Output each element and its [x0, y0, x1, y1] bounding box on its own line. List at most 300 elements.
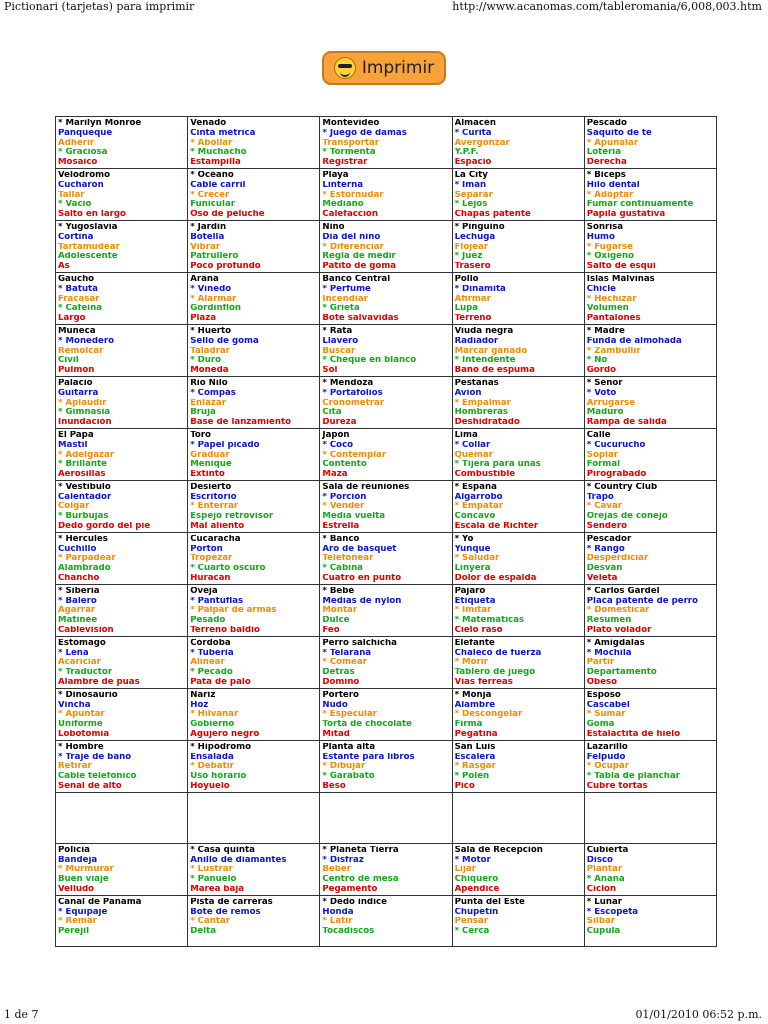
card: [452, 740, 584, 792]
card-word: * Juez: [454, 252, 483, 262]
card-word: Calentador: [58, 492, 112, 502]
card-word: Tropezar: [190, 554, 233, 564]
card-word: Orejas de conejo: [586, 512, 668, 522]
card-word: Bote salvavidas: [322, 314, 399, 324]
card-word: Contento: [322, 460, 367, 470]
card-row: [56, 688, 717, 740]
card: [320, 117, 452, 169]
card-word: Poco profundo: [190, 262, 261, 272]
card-word: Pirograbado: [586, 470, 647, 480]
card-word: Panqueque: [58, 128, 113, 138]
card: [584, 428, 716, 480]
card-word: Cable carril: [190, 180, 246, 190]
card-word: * Banco: [322, 534, 360, 544]
card-word: * Vacío: [58, 200, 92, 210]
page-number: 1 de 7: [4, 1008, 39, 1021]
card-word: Avergonzar: [454, 138, 510, 148]
card-word: Cablevisión: [58, 626, 114, 636]
card-word: Inundación: [58, 418, 112, 428]
card-row: [56, 480, 717, 532]
card: [320, 220, 452, 272]
card-word: Yunque: [454, 544, 491, 554]
card: [56, 895, 188, 946]
card-word: * Morir: [454, 658, 488, 668]
card-word: * Lustrar: [190, 865, 233, 875]
page-title: Pictionari (tarjetas) para imprimir: [4, 0, 195, 13]
card-word: Regla de medir: [322, 252, 396, 262]
card: [56, 532, 188, 584]
card-word: Escalera: [454, 752, 496, 762]
card-row: [56, 895, 717, 946]
card-word: Pollo: [454, 274, 479, 284]
card-word: Lotería: [586, 148, 622, 158]
card-row: [56, 843, 717, 895]
card-word: Lima: [454, 430, 478, 440]
card-word: Apéndice: [454, 884, 500, 894]
card-word: Salto en largo: [58, 210, 126, 220]
card-word: Media vuelta: [322, 512, 386, 522]
card-word: Sendero: [586, 522, 628, 532]
card-word: * Oxígeno: [586, 252, 635, 262]
card-word: Lijar: [454, 865, 476, 875]
card-word: * Diferenciar: [322, 242, 384, 252]
card-word: Chancho: [58, 574, 100, 584]
card-word: Perro salchicha: [322, 638, 397, 648]
card-word: Avión: [454, 388, 482, 398]
card-word: Desierto: [190, 482, 232, 492]
card-word: Tallar: [58, 190, 85, 200]
card-word: Velludo: [58, 884, 95, 894]
card-word: Separar: [454, 190, 493, 200]
card: [452, 792, 584, 843]
card-word: * Hipódromo: [190, 742, 252, 752]
card-word: * Adelgazar: [58, 450, 115, 460]
card-word: * Cuarto oscuro: [190, 564, 266, 574]
card-word: Huracán: [190, 574, 231, 584]
card: [56, 324, 188, 376]
card-word: Trasero: [454, 262, 491, 272]
card-word: * Pantuflas: [190, 596, 244, 606]
card-word: Remolcar: [58, 346, 104, 356]
card-word: Buen viaje: [58, 875, 109, 885]
card-word: El Papa: [58, 430, 94, 440]
card-word: Placa patente de perro: [586, 596, 698, 606]
card-word: * Debatir: [190, 762, 234, 772]
card-row: [56, 324, 717, 376]
card-word: Sello de goma: [190, 336, 259, 346]
card-word: Derecha: [586, 158, 627, 168]
card-word: * Murmurar: [58, 865, 114, 875]
card: [188, 117, 320, 169]
card-word: * Remar: [58, 917, 97, 927]
card-word: * Cabina: [322, 564, 363, 574]
card-row: [56, 740, 717, 792]
card-word: Gordo: [586, 366, 617, 376]
card: [320, 168, 452, 220]
card-word: Afirmar: [454, 294, 491, 304]
card-word: Oso de peluche: [190, 210, 265, 220]
card-row: [56, 376, 717, 428]
card-word: Montevideo: [322, 119, 380, 128]
card-word: Estante para libros: [322, 752, 415, 762]
card-word: Quemar: [454, 450, 493, 460]
card-word: Córdoba: [190, 638, 231, 648]
card-word: * Fugarse: [586, 242, 633, 252]
card-word: Oveja: [190, 586, 218, 596]
card: [56, 480, 188, 532]
card-word: Dominó: [322, 678, 360, 688]
card: [320, 895, 452, 946]
card-word: * Portafolios: [322, 388, 383, 398]
card: [584, 220, 716, 272]
card-word: Desván: [586, 564, 623, 574]
card-word: * Alarmar: [190, 294, 237, 304]
card: [188, 220, 320, 272]
card-word: * Viñedo: [190, 284, 232, 294]
card-word: Cuchillo: [58, 544, 97, 554]
card-word: Baño de espuma: [454, 366, 535, 376]
card-word: Alambre de púas: [58, 678, 140, 688]
card-word: * Pañuelo: [190, 875, 237, 885]
card-word: * Parpadear: [58, 554, 116, 564]
card-word: * Empalmar: [454, 398, 511, 408]
card: [188, 843, 320, 895]
card-word: * Jardín: [190, 222, 227, 232]
card-word: * Pingüino: [454, 222, 505, 232]
card-word: * Cerca: [454, 927, 490, 937]
card-word: * Siberia: [58, 586, 100, 596]
card-word: * Motor: [454, 855, 491, 865]
card: [452, 324, 584, 376]
card: [320, 584, 452, 636]
card-word: * Aplaudir: [58, 398, 107, 408]
card-word: * Domesticar: [586, 606, 650, 616]
card-word: Colgar: [58, 502, 90, 512]
card-word: Pesado: [190, 616, 226, 626]
card-word: Extinto: [190, 470, 225, 480]
card-word: Banco Central: [322, 274, 391, 284]
card-word: Calle: [586, 430, 611, 440]
card-word: Obeso: [586, 678, 618, 688]
card-word: * Muchacho: [190, 148, 247, 158]
card: [584, 792, 716, 843]
card-word: Plaza: [190, 314, 217, 324]
card-word: * Brillante: [58, 460, 107, 470]
card-word: Tartamudear: [58, 242, 120, 252]
card: [584, 376, 716, 428]
card: [188, 895, 320, 946]
card-word: Funda de almohada: [586, 336, 682, 346]
card-word: Portón: [190, 544, 223, 554]
card-word: Botella: [190, 232, 225, 242]
card-word: Venado: [190, 119, 227, 128]
card-word: Silbar: [586, 917, 616, 927]
card-word: * Papel picado: [190, 440, 260, 450]
card-word: * Planeta Tierra: [322, 845, 399, 855]
card-word: * Contemplar: [322, 450, 387, 460]
card-word: * Compás: [190, 388, 236, 398]
card-word: * Burbujas: [58, 512, 109, 522]
card-word: * Señor: [586, 378, 623, 388]
card: [320, 532, 452, 584]
card-word: Fracasar: [58, 294, 100, 304]
card: [452, 480, 584, 532]
card-word: Agujero negro: [190, 730, 260, 740]
card-word: * Enterrar: [190, 502, 239, 512]
card: [320, 480, 452, 532]
card: [584, 168, 716, 220]
card: [584, 480, 716, 532]
card-word: Pescado: [586, 119, 627, 128]
card-word: Beso: [322, 782, 346, 791]
card-word: * Monedero: [58, 336, 115, 346]
card-word: * Dedo índice: [322, 897, 387, 907]
card: [320, 843, 452, 895]
card-word: * Dinamita: [454, 284, 506, 294]
card: [188, 168, 320, 220]
card-word: Deshidratado: [454, 418, 520, 428]
print-datetime: 01/01/2010 06:52 p.m.: [635, 1008, 762, 1021]
card-word: Veleta: [586, 574, 618, 584]
card-word: Escala de Richter: [454, 522, 539, 532]
card: [320, 636, 452, 688]
card-word: Pantalones: [586, 314, 641, 324]
card-word: Agarrar: [58, 606, 96, 616]
card-word: Chapas patente: [454, 210, 531, 220]
card: [56, 584, 188, 636]
print-button[interactable]: [322, 51, 446, 85]
card-word: Resumen: [586, 616, 632, 626]
card-word: Plantar: [586, 865, 623, 875]
card-word: Alambre: [454, 700, 496, 710]
card-word: * España: [454, 482, 497, 492]
card-word: * Tabla de planchar: [586, 772, 680, 782]
card: [188, 740, 320, 792]
card-word: Pescador: [586, 534, 632, 544]
card-word: * Coco: [322, 440, 354, 450]
card: [320, 324, 452, 376]
card-word: * Grieta: [322, 304, 360, 314]
card: [584, 895, 716, 946]
card-word: Velódromo: [58, 170, 111, 180]
card: [188, 480, 320, 532]
card-word: Civil: [58, 356, 79, 366]
card-word: Gaucho: [58, 274, 95, 284]
card: [584, 117, 716, 169]
card: [584, 532, 716, 584]
card-word: Portero: [322, 690, 359, 700]
card-word: Centro de mesa: [322, 875, 399, 885]
card-word: * Madre: [586, 326, 625, 336]
card-word: * Polen: [454, 772, 490, 782]
card-word: Pista de carreras: [190, 897, 273, 907]
card-word: * Estornudar: [322, 190, 384, 200]
card-word: Niño: [322, 222, 345, 232]
card-word: * Cucurucho: [586, 440, 646, 450]
card-word: Departamento: [586, 668, 657, 678]
card-word: Señal de alto: [58, 782, 122, 791]
card-word: * Telaraña: [322, 648, 372, 658]
card-word: * Mendoza: [322, 378, 374, 388]
card-word: * Collar: [454, 440, 491, 450]
card-word: Graduar: [190, 450, 230, 460]
card-word: Acariciar: [58, 658, 101, 668]
card-word: Saquito de té: [586, 128, 652, 138]
card-word: * Voto: [586, 388, 617, 398]
card: [452, 376, 584, 428]
card: [452, 688, 584, 740]
card: [452, 117, 584, 169]
card-word: Marcar ganado: [454, 346, 528, 356]
card-word: Combustible: [454, 470, 516, 480]
card-word: * Perfume: [322, 284, 371, 294]
card-word: * Matemáticas: [454, 616, 525, 626]
card-word: Toro: [190, 430, 211, 440]
card-word: Taladrar: [190, 346, 230, 356]
card-word: Punta del Este: [454, 897, 525, 907]
card: [452, 584, 584, 636]
card-word: Detrás: [322, 668, 355, 678]
card-word: * Especular: [322, 710, 378, 720]
card-word: Y.P.F.: [454, 148, 479, 158]
card-word: * Palpar de armas: [190, 606, 277, 616]
card-word: Goma: [586, 720, 615, 730]
card: [188, 324, 320, 376]
card-word: * Porción: [322, 492, 367, 502]
card-word: * Cafeína: [58, 304, 103, 314]
card-word: Cóncavo: [454, 512, 496, 522]
card-word: Chaleco de fuerza: [454, 648, 542, 658]
card: [320, 376, 452, 428]
card-word: * Dinosaurio: [58, 690, 118, 700]
card-word: * Graciosa: [58, 148, 108, 158]
card: [584, 272, 716, 324]
card-word: Cubierta: [586, 845, 629, 855]
card-word: * Imán: [454, 180, 487, 190]
card: [584, 688, 716, 740]
card-word: Lazarillo: [586, 742, 628, 752]
card-row: [56, 220, 717, 272]
card-word: Escritorio: [190, 492, 237, 502]
card-word: Islas Malvinas: [586, 274, 655, 284]
card-word: * Marilyn Monroe: [58, 119, 142, 128]
card: [56, 117, 188, 169]
card: [584, 584, 716, 636]
card-word: * Carlos Gardel: [586, 586, 660, 596]
card-word: * Comear: [322, 658, 367, 668]
card-row: [56, 532, 717, 584]
card-word: Adolescente: [58, 252, 118, 262]
card-word: Enlazar: [190, 398, 226, 408]
card: [188, 636, 320, 688]
card-word: * Ocupar: [586, 762, 629, 772]
card-word: * Disfraz: [322, 855, 364, 865]
card-word: Alambrado: [58, 564, 111, 574]
card-word: * Descongelar: [454, 710, 523, 720]
card-word: * Bebé: [322, 586, 355, 596]
card-word: * Hombre: [58, 742, 104, 752]
card-word: Pensar: [454, 917, 488, 927]
card-word: Vibrar: [190, 242, 221, 252]
card-word: * Hércules: [58, 534, 108, 544]
card-word: * Huerto: [190, 326, 232, 336]
card-word: * Duro: [190, 356, 222, 366]
card-word: Feo: [322, 626, 340, 636]
card-word: * Adoptar: [586, 190, 634, 200]
card-word: Dedo gordo del pie: [58, 522, 151, 532]
card-word: Policía: [58, 845, 90, 855]
card-word: Cascabel: [586, 700, 630, 710]
card-word: Funicular: [190, 200, 236, 210]
card-word: Aro de básquet: [322, 544, 397, 554]
card-word: * Monja: [454, 690, 492, 700]
card-word: Canal de Panamá: [58, 897, 142, 907]
card-word: * Batuta: [58, 284, 98, 294]
card-word: Llavero: [322, 336, 359, 346]
card: [188, 688, 320, 740]
card: [188, 532, 320, 584]
card-word: Hoz: [190, 700, 209, 710]
card-word: La City: [454, 170, 488, 180]
card-word: Humo: [586, 232, 615, 242]
card-word: Base de lanzamiento: [190, 418, 291, 428]
card: [584, 740, 716, 792]
card-word: Disco: [586, 855, 613, 865]
card-row: [56, 792, 717, 843]
card-word: * Dibujar: [322, 762, 366, 772]
card-word: * Tubería: [190, 648, 234, 658]
card-word: Pata de palo: [190, 678, 251, 688]
card: [452, 220, 584, 272]
card-word: * Imitar: [454, 606, 492, 616]
card-word: * Rata: [322, 326, 353, 336]
card: [56, 843, 188, 895]
card-word: Chicle: [586, 284, 616, 294]
card: [320, 272, 452, 324]
card: [584, 636, 716, 688]
smiley-sunglasses-icon: [334, 57, 356, 79]
card-word: Sonrisa: [586, 222, 624, 232]
card-word: Lechuga: [454, 232, 496, 242]
card-word: * Ananá: [586, 875, 625, 885]
card-word: Desperdiciar: [586, 554, 649, 564]
card-word: * No: [586, 356, 608, 366]
card: [56, 272, 188, 324]
print-button-label: Imprimir: [361, 58, 435, 78]
card-word: Mástil: [58, 440, 88, 450]
page-url: http://www.acanomas.com/tableromania/6,008,003.htm: [452, 0, 762, 13]
card-word: Mosaico: [58, 158, 98, 168]
card-row: [56, 117, 717, 169]
card: [188, 376, 320, 428]
card-word: * Lejos: [454, 200, 488, 210]
card-word: Ciclón: [586, 884, 617, 894]
card-word: * Vender: [322, 502, 365, 512]
card-word: Nudo: [322, 700, 348, 710]
card-word: Planta alta: [322, 742, 376, 752]
card-word: Telefonear: [322, 554, 374, 564]
card-word: Matinée: [58, 616, 98, 626]
card-row: [56, 272, 717, 324]
card-word: Chiquero: [454, 875, 499, 885]
card-word: Cúpula: [586, 927, 621, 937]
card-word: Estampilla: [190, 158, 241, 168]
card-word: Soplar: [586, 450, 618, 460]
card-word: Linyera: [454, 564, 491, 574]
card-word: Papila gustativa: [586, 210, 666, 220]
card: [188, 584, 320, 636]
card-word: * Abollar: [190, 138, 233, 148]
